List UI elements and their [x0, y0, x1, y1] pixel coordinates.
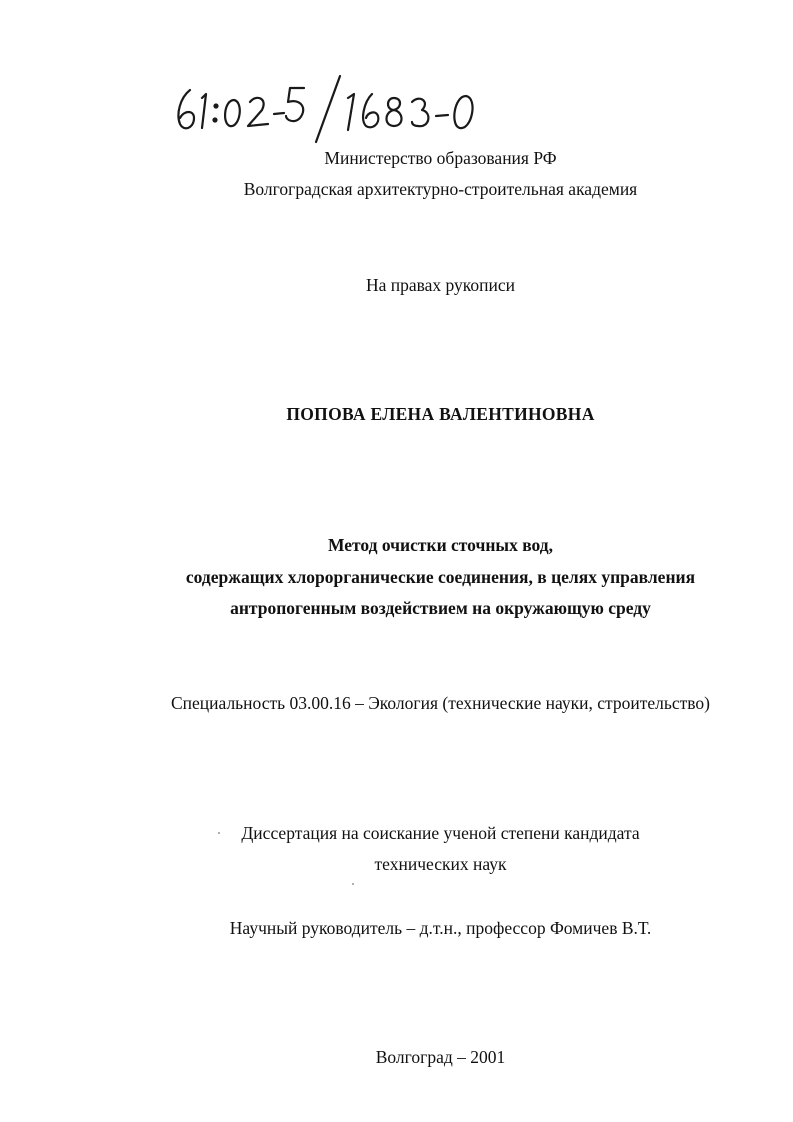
place-and-year: Волгоград – 2001: [375, 1047, 506, 1067]
dissertation-line-2: технических наук: [374, 854, 507, 874]
academy-name: Волгоградская архитектурно-строительная академия: [243, 179, 638, 199]
title-line-1: Метод очистки сточных вод,: [327, 535, 554, 555]
handwritten-archive-code: [168, 68, 488, 148]
supervisor: Научный руководитель – д.т.н., профессор Фомичев В.Т.: [229, 918, 652, 938]
specialty: Специальность 03.00.16 – Экология (технические науки, строительство): [170, 693, 711, 713]
author-name: ПОПОВА ЕЛЕНА ВАЛЕНТИНОВНА: [286, 404, 595, 424]
title-line-3: антропогенным воздействием на окружающую среду: [230, 598, 651, 618]
title-line-2: содержащих хлорорганические соединения, в целях управления: [185, 567, 696, 587]
scan-speck: [352, 883, 354, 885]
manuscript-note: На правах рукописи: [365, 275, 516, 295]
dissertation-line-1: Диссертация на соискание ученой степени кандидата: [241, 823, 640, 843]
ministry-name: Министерство образования РФ: [324, 148, 557, 168]
scan-speck: [218, 832, 220, 834]
handwritten-code-drawing: [168, 68, 488, 148]
